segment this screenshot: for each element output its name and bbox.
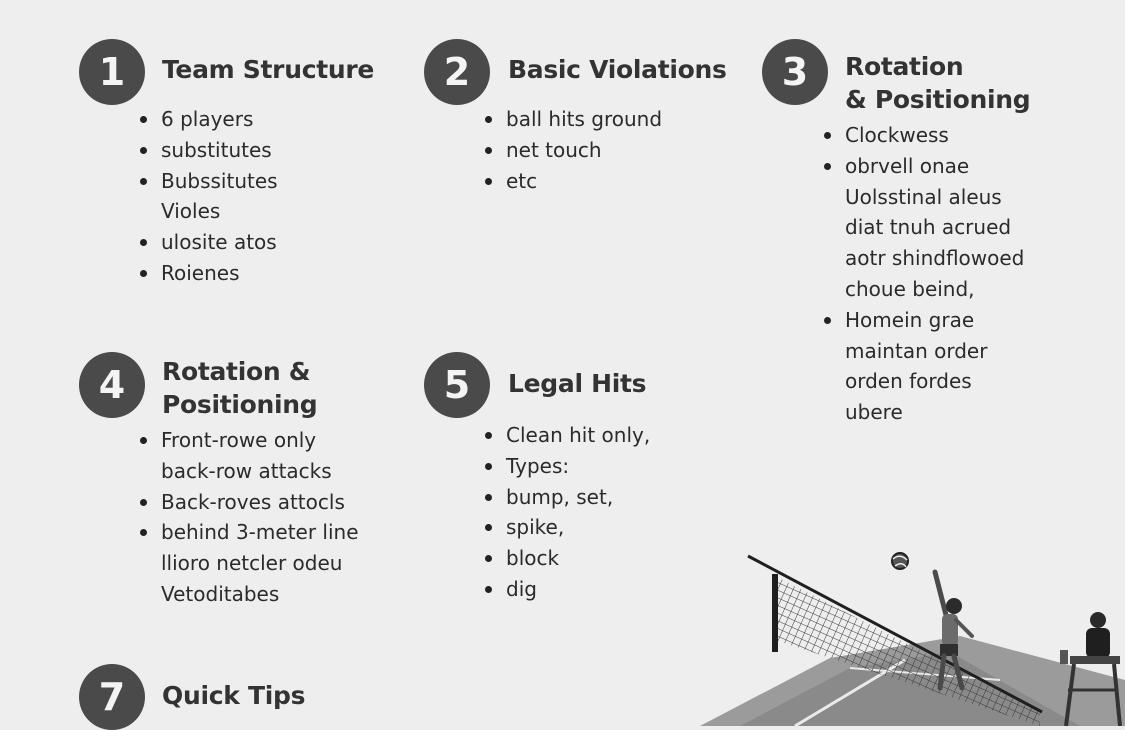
list-item: Clockwess [821, 120, 1024, 151]
step-number-badge: 2 [424, 39, 490, 105]
list-item: diat tnuh acrued [845, 215, 1012, 240]
section-list [137, 425, 359, 610]
section-title-line: Team Structure [162, 55, 375, 84]
section-list [482, 104, 662, 196]
section-title-line: Quick Tips [162, 681, 306, 710]
list-item: block [482, 543, 650, 574]
net-post [772, 574, 778, 652]
list-item: Clean hit only, [482, 420, 650, 451]
section-title [508, 367, 646, 400]
list-item: bump, set, [482, 482, 650, 513]
step-number-badge: 1 [79, 39, 145, 105]
step-number-badge: 3 [762, 39, 828, 105]
list-item: aotr shindflowoed [845, 246, 1025, 271]
list-item: choue beind, [845, 276, 975, 301]
section-title [162, 679, 305, 712]
step-number-badge: 5 [424, 352, 490, 418]
section-list [821, 120, 1024, 428]
step-number-badge: 7 [79, 664, 145, 730]
section-list [482, 420, 650, 605]
list-item: obrvell onae [821, 151, 1024, 182]
section-list [137, 104, 278, 289]
list-item: substitutes [137, 135, 278, 166]
section-title-line: Rotation & [162, 357, 311, 386]
list-item: ulosite atos [137, 227, 278, 258]
list-item: etc [482, 166, 662, 197]
list-item: Violes [161, 199, 221, 224]
list-item: net touch [482, 135, 662, 166]
list-item: Types: [482, 451, 650, 482]
list-item: ubere [845, 400, 903, 425]
list-item: Bubssitutes [137, 166, 278, 197]
section-title [845, 50, 1030, 116]
volleyball-court-illustration [700, 540, 1125, 726]
section-title-line: & Positioning [845, 85, 1031, 114]
list-item: back-row attacks [161, 458, 332, 483]
list-item: Vetoditabes [161, 581, 280, 606]
section-title [162, 355, 317, 421]
step-number-badge: 4 [79, 352, 145, 418]
section-title-line: Legal Hits [508, 369, 647, 398]
list-item: llioro netcler odeu [161, 551, 343, 576]
list-item: spike, [482, 512, 650, 543]
section-title-line: Rotation [845, 52, 964, 81]
list-item: 6 players [137, 104, 278, 135]
list-item: Front-rowe only [137, 425, 359, 456]
list-item: Homein grae [821, 305, 1024, 336]
list-item: behind 3-meter line [137, 517, 359, 548]
list-item: Roienes [137, 258, 278, 289]
list-item: Uolsstinal aleus [845, 184, 1002, 209]
list-item: maintan order [845, 338, 988, 363]
list-item: orden fordes [845, 369, 972, 394]
list-item: Back-roves attocls [137, 487, 359, 518]
list-item: dig [482, 574, 650, 605]
section-title-line: Positioning [162, 390, 318, 419]
section-title [162, 53, 374, 86]
section-title-line: Basic Violations [508, 55, 727, 84]
section-title [508, 53, 727, 86]
volleyball-court-icon [700, 540, 1125, 726]
list-item: ball hits ground [482, 104, 662, 135]
